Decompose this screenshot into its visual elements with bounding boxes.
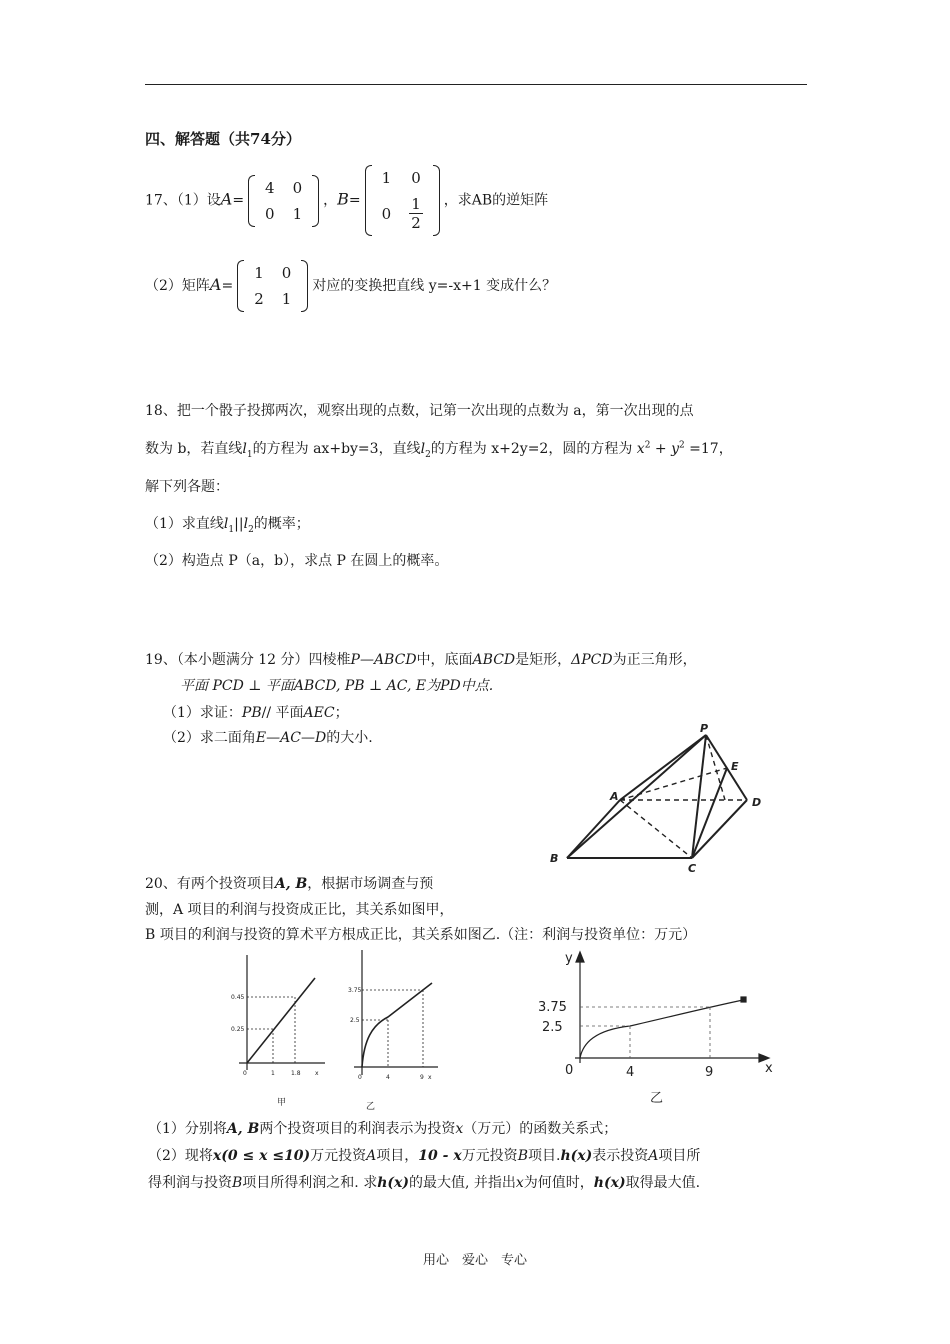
- q17-p1-suffix: ，求AB的逆矩阵: [443, 192, 549, 209]
- q19-math: PB: [241, 705, 262, 721]
- q20-line1: [145, 873, 433, 893]
- q19-text: 是矩形，: [515, 652, 572, 668]
- q19-q2: [163, 727, 373, 747]
- q20-text: 项目.: [527, 1148, 561, 1164]
- q19-text: 为正三角形，: [612, 652, 697, 668]
- q19-math: P—ABCD: [350, 652, 417, 668]
- q19-text: （2）求二面角: [163, 730, 256, 746]
- var-l: l: [420, 441, 426, 457]
- q20-text: 项目所: [658, 1148, 701, 1164]
- matA-cell: 0: [265, 204, 275, 223]
- section-title: 四、解答题（共74分）: [145, 130, 301, 148]
- edge-AC: [620, 800, 692, 858]
- tick-y: 0.45: [231, 994, 245, 1001]
- q19-math: ABCD: [472, 652, 516, 668]
- label-E: E: [731, 760, 739, 773]
- matrix-A: [248, 175, 319, 227]
- tick-x: 1.8: [291, 1070, 301, 1077]
- matC-cell: 2: [254, 290, 264, 308]
- pyramid-figure: [540, 720, 780, 880]
- label-C: C: [688, 862, 697, 875]
- q18-q2: （2）构造点 P（a，b），求点 P 在圆上的概率。: [145, 553, 449, 569]
- q20-text: 的最大值, 并指出: [408, 1175, 516, 1191]
- q20-text: （2）现将: [148, 1148, 213, 1164]
- q20-math: B: [517, 1148, 528, 1164]
- q20-text: 万元投资: [461, 1148, 518, 1164]
- q20-text: 得利润与投资: [148, 1175, 232, 1191]
- q20-math: A, B: [226, 1121, 260, 1137]
- sup: 2: [644, 440, 651, 451]
- q20-math: B: [232, 1175, 243, 1191]
- q20-math: A, B: [274, 876, 308, 892]
- sub: 1: [228, 524, 235, 535]
- q20-q1: [148, 1118, 617, 1138]
- comma: ，: [323, 192, 338, 209]
- eq-sign: =: [232, 192, 245, 209]
- q20-text: （1）分别将: [148, 1121, 227, 1137]
- plus: +: [654, 441, 667, 457]
- var-l: l: [243, 516, 249, 532]
- origin-label: 0: [565, 1063, 574, 1078]
- q20-text: 20、有两个投资项目: [145, 876, 275, 892]
- q20-line2: 测，A 项目的利润与投资成正比，其关系如图甲，: [145, 902, 454, 918]
- tick-y: 0.25: [231, 1026, 245, 1033]
- q19-text: ；: [334, 705, 349, 721]
- var-l: l: [223, 516, 229, 532]
- sup: 2: [678, 440, 685, 451]
- q20-math: h(x): [593, 1175, 626, 1191]
- var-l: l: [242, 441, 247, 457]
- line-jia: [247, 978, 315, 1063]
- q20-text: （万元）的函数关系式；: [463, 1121, 618, 1137]
- matB-cell: 1: [381, 169, 392, 187]
- q20-text: ，根据市场调查与预: [307, 876, 434, 892]
- edge-BA: [567, 800, 620, 858]
- q17-part2: [145, 260, 556, 312]
- sub: 2: [248, 524, 254, 535]
- q19-text: 19、（本小题满分 12 分）四棱椎: [145, 652, 351, 668]
- q19-text: // 平面: [261, 705, 304, 721]
- eq-sign: =: [348, 192, 361, 209]
- matA-cell: 0: [292, 178, 303, 197]
- q20-math: h(x): [560, 1148, 593, 1164]
- fraction-half: $\frac{1}{2}$: [411, 195, 421, 232]
- q19-math: ΔPCD: [571, 652, 613, 668]
- label-D: D: [752, 796, 762, 809]
- edge-CD: [692, 800, 747, 858]
- header-rule: [145, 84, 807, 85]
- tick-x: 0: [358, 1074, 362, 1081]
- q19-q1: [163, 702, 349, 722]
- matB-cell: 0: [411, 169, 421, 187]
- graph-yi-small: [340, 945, 440, 1115]
- q20-text: 表示投资: [592, 1148, 649, 1164]
- caption: 乙: [650, 1091, 664, 1106]
- axis-y-arrow: [576, 952, 584, 962]
- q20-math: x: [515, 1175, 524, 1191]
- parallel-sign: ||: [234, 516, 244, 532]
- caption: 甲: [277, 1098, 287, 1108]
- curve-yi: [362, 983, 432, 1067]
- matrix-C: [237, 260, 308, 312]
- q19-text: 中，底面: [416, 652, 473, 668]
- q18-line2: [145, 438, 733, 460]
- tick-x: 9: [420, 1074, 424, 1081]
- matB-cell: 0: [381, 204, 392, 223]
- tick-y: 3.75: [538, 1000, 567, 1015]
- var-x: x: [636, 441, 645, 457]
- var-A: A: [220, 189, 233, 209]
- var-A: A: [209, 275, 222, 294]
- eq17: =17，: [689, 441, 733, 457]
- q18-text: 的概率；: [253, 516, 310, 532]
- q18-text: 数为 b，若直线: [145, 441, 243, 457]
- graph-yi-large: [525, 948, 790, 1108]
- q20-math: 10 - x: [418, 1148, 462, 1164]
- q20-q2: [148, 1145, 700, 1165]
- q20-text: 项目，: [376, 1148, 419, 1164]
- axis-x-label: x: [315, 1070, 319, 1077]
- matC-cell: 1: [254, 264, 264, 282]
- tick-x: 0: [243, 1070, 247, 1077]
- edge-AP: [620, 735, 706, 800]
- q18-line3: 解下列各题：: [145, 479, 229, 495]
- curve-yi: [580, 1000, 743, 1058]
- q18-text: （1）求直线: [145, 516, 224, 532]
- q20-q3: [148, 1172, 700, 1192]
- matA-cell: 1: [292, 204, 303, 223]
- matrix-B: [365, 165, 440, 236]
- q18-text: 的方程为 x+2y=2，圆的方程为: [430, 441, 633, 457]
- q20-line3: B 项目的利润与投资的算术平方根成正比，其关系如图乙.（注：利润与投资单位：万元）: [145, 927, 697, 943]
- tick-y: 2.5: [542, 1020, 563, 1035]
- q19-line1: [145, 649, 697, 669]
- q17-number: 17、: [145, 192, 177, 209]
- sub: 2: [425, 449, 431, 460]
- q18-text: 的方程为 ax+by=3，直线: [252, 441, 421, 457]
- endpoint-marker: [741, 997, 746, 1002]
- tick-x: 9: [705, 1065, 714, 1080]
- var-B: B: [337, 189, 349, 209]
- tick-y: 2.5: [350, 1017, 360, 1024]
- graph-jia: [225, 945, 335, 1110]
- q20-text: 两个投资项目的利润表示为投资: [259, 1121, 456, 1137]
- q20-text: 为何值时，: [523, 1175, 594, 1191]
- q19-math: AEC: [303, 705, 335, 721]
- tick-x: 4: [386, 1074, 390, 1081]
- q17-part1: [145, 165, 548, 236]
- label-A: A: [610, 790, 619, 803]
- q19-text: 的大小.: [326, 730, 373, 746]
- q20-text: 取得最大值.: [625, 1175, 701, 1191]
- axis-y-label: y: [565, 951, 573, 966]
- q20-math: A: [366, 1148, 377, 1164]
- matC-cell: 1: [281, 290, 292, 308]
- tick-x: 1: [271, 1070, 275, 1077]
- matC-cell: 0: [281, 264, 292, 282]
- q20-math: x(0 ≤ x ≤10): [212, 1148, 311, 1164]
- var-y: y: [671, 441, 679, 457]
- axis-x-label: x: [765, 1061, 773, 1076]
- axis-x-label: x: [428, 1074, 432, 1081]
- sub: 1: [246, 449, 253, 460]
- edge-BP: [567, 735, 706, 858]
- q19-line2: 平面 PCD ⊥ 平面ABCD, PB ⊥ AC, E为PD中点.: [180, 678, 494, 694]
- q17-p2-suffix: 对应的变换把直线 y=-x+1 变成什么？: [312, 278, 557, 294]
- q17-p1-prefix: （1）设: [176, 192, 221, 209]
- edge-AE: [620, 768, 727, 800]
- page-footer: 用心 爱心 专心: [422, 1253, 527, 1268]
- q20-text: 项目所得利润之和. 求: [242, 1175, 378, 1191]
- q20-math: h(x): [377, 1175, 409, 1191]
- tick-x: 4: [626, 1065, 635, 1080]
- matA-cell: 4: [265, 178, 275, 197]
- q20-math: x: [455, 1121, 464, 1137]
- tick-y: 3.75: [348, 987, 362, 994]
- q18-line1: 18、把一个骰子投掷两次，观察出现的点数，记第一次出现的点数为 a，第一次出现的点: [145, 403, 694, 419]
- caption: 乙: [366, 1102, 376, 1112]
- q18-q1: [145, 513, 310, 535]
- label-P: P: [700, 722, 709, 735]
- q20-text: 万元投资: [310, 1148, 367, 1164]
- q19-text: （1）求证：: [163, 705, 242, 721]
- label-B: B: [550, 852, 559, 865]
- edge-PF: [706, 735, 725, 800]
- q20-math: A: [648, 1148, 659, 1164]
- q19-math: E—AC—D: [255, 730, 327, 746]
- q17-p2-prefix: （2）矩阵: [145, 278, 210, 294]
- eq-sign: =: [221, 278, 234, 294]
